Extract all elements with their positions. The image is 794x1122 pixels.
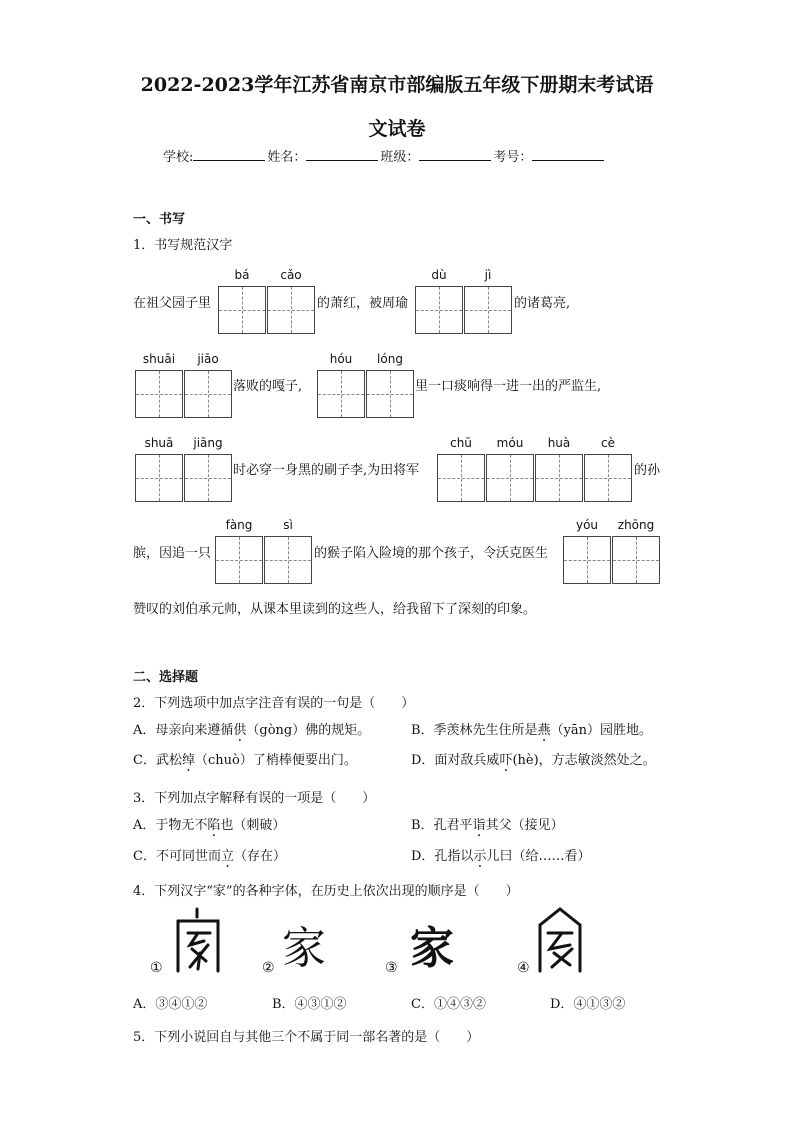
pinyin-jiang: jiāng — [193, 436, 223, 450]
section1-heading: 一、书写 — [133, 212, 186, 227]
write-box-shua[interactable] — [135, 454, 183, 502]
pinyin-cao: cǎo — [280, 268, 302, 282]
q3-option-d[interactable] — [411, 845, 590, 864]
pinyin-ji: jì — [484, 268, 492, 282]
write-box-hou[interactable] — [317, 370, 365, 418]
q4-num-3: ③ — [385, 960, 398, 976]
q3-b-pre: B．孔君平 — [411, 818, 473, 833]
q4-num-2: ② — [262, 960, 275, 976]
pinyin-du: dù — [431, 268, 447, 282]
pinyin-hou: hóu — [329, 352, 353, 366]
q3-option-a[interactable] — [133, 814, 285, 833]
q3-c-dotted: 立 — [220, 849, 234, 864]
pinyin-chu: chū — [450, 436, 472, 450]
q4-glyph-2: 家 — [282, 923, 326, 974]
q2-a-post: （gòng）佛的规矩。 — [246, 723, 371, 738]
write-box-jiang[interactable] — [184, 454, 232, 502]
line4-text-a: 膑，因追一只 — [133, 546, 212, 561]
pinyin-you: yóu — [575, 518, 599, 532]
class-field[interactable] — [419, 148, 491, 161]
q3-a-post: 也（刺破） — [220, 818, 286, 833]
q2-stem: 2．下列选项中加点字注音有误的一句是（ ） — [133, 696, 415, 711]
write-box-shuai[interactable] — [135, 370, 183, 418]
line1-text-c: 的诸葛亮, — [514, 296, 571, 311]
school-label: 学校: — [163, 150, 194, 165]
line2-text-a: 落败的嘎子, — [233, 379, 303, 394]
q2-option-a[interactable] — [133, 719, 370, 738]
q2-d-pre: D．面对敌兵威 — [411, 753, 500, 768]
q5-stem: 5．下列小说回自与其他三个不属于同一部名著的是（ ） — [133, 1030, 480, 1045]
write-box-si[interactable] — [264, 536, 312, 584]
q2-d-post: (hè)，方志敏淡然处之。 — [512, 753, 656, 768]
q4-option-b[interactable]: B．④③①② — [272, 997, 347, 1012]
q4-option-c[interactable]: C．①④③② — [411, 997, 486, 1012]
q2-d-dotted: 吓 — [499, 753, 513, 768]
line3-text-a: 时必穿一身黑的刷子李,为田将军 — [233, 463, 420, 478]
pinyin-hua: huà — [547, 436, 571, 450]
line4-text-b: 的猴子陷入险境的那个孩子，令沃克医生 — [314, 546, 549, 561]
q2-b-dotted: 燕 — [537, 723, 551, 738]
write-box-ba[interactable] — [218, 286, 266, 334]
write-box-du[interactable] — [415, 286, 463, 334]
write-box-long[interactable] — [366, 370, 414, 418]
pinyin-jiao: jiāo — [197, 352, 219, 366]
q1-stem: 1．书写规范汉字 — [133, 238, 233, 253]
q3-b-post: 其父（接见） — [485, 818, 564, 833]
id-field[interactable] — [532, 148, 604, 161]
page-title-line1: 2022-2023学年江苏省南京市部编版五年级下册期末考试语 — [140, 74, 654, 96]
q2-option-b[interactable] — [411, 719, 652, 738]
q3-option-b[interactable] — [411, 814, 564, 833]
pinyin-shuai: shuāi — [142, 352, 176, 366]
write-box-cao[interactable] — [267, 286, 315, 334]
q4-option-d[interactable]: D．④①③② — [550, 997, 626, 1012]
q2-option-d[interactable] — [411, 749, 656, 768]
write-box-mou[interactable] — [486, 454, 534, 502]
line2-text-b: 里一口痰响得一进一出的严监生, — [415, 379, 602, 394]
q4-glyph-3: 家 — [410, 923, 454, 974]
bronze-script-jia-icon — [532, 905, 588, 977]
pinyin-shua: shuā — [144, 436, 174, 450]
q3-c-pre: C．不可同世而 — [133, 849, 221, 864]
q3-c-post: （存在） — [233, 849, 286, 864]
q3-a-pre: A．于物无不 — [133, 818, 208, 833]
school-field[interactable] — [193, 148, 265, 161]
q3-option-c[interactable] — [133, 845, 286, 864]
q4-option-a[interactable]: A．③④①② — [133, 997, 208, 1012]
pinyin-ba: bá — [234, 268, 250, 282]
q3-d-pre: D．孔指以 — [411, 849, 474, 864]
q2-c-post: （chuò）了梢棒便要出门。 — [194, 753, 357, 768]
write-box-you[interactable] — [563, 536, 611, 584]
section2-heading: 二、选择题 — [133, 670, 199, 685]
pinyin-zhong: zhōng — [617, 518, 655, 532]
pinyin-mou: móu — [496, 436, 524, 450]
pinyin-ce: cè — [601, 436, 615, 450]
line1-text-a: 在祖父园子里 — [133, 296, 212, 311]
q3-d-post: 儿曰（给……看） — [486, 849, 591, 864]
line5-text: 赞叹的刘伯承元帅，从课本里读到的这些人，给我留下了深刻的印象。 — [133, 602, 537, 617]
q4-num-1: ① — [150, 960, 163, 976]
seal-script-jia-icon — [170, 905, 226, 977]
q4-stem: 4．下列汉字“家”的各种字体，在历史上依次出现的顺序是（ ） — [133, 884, 519, 899]
write-box-jiao[interactable] — [184, 370, 232, 418]
write-box-ji[interactable] — [464, 286, 512, 334]
name-field[interactable] — [306, 148, 378, 161]
q3-a-dotted: 陷 — [207, 818, 221, 833]
q2-a-pre: A．母亲向来遵循 — [133, 723, 234, 738]
page-title-line2: 文试卷 — [368, 118, 426, 140]
q2-a-dotted: 供 — [233, 723, 247, 738]
write-box-zhong[interactable] — [612, 536, 660, 584]
pinyin-long: lóng — [377, 352, 403, 366]
write-box-ce[interactable] — [584, 454, 632, 502]
line1-text-b: 的萧红，被周瑜 — [317, 296, 409, 311]
q2-option-c[interactable] — [133, 749, 357, 768]
pinyin-si: sì — [283, 518, 293, 532]
q2-b-post: （yān）园胜地。 — [550, 723, 653, 738]
q2-c-dotted: 绰 — [181, 753, 195, 768]
q2-c-pre: C．武松 — [133, 753, 182, 768]
line3-text-b: 的孙 — [634, 463, 661, 478]
q3-b-dotted: 诣 — [472, 818, 486, 833]
write-box-hua[interactable] — [535, 454, 583, 502]
name-label: 姓名： — [267, 150, 307, 165]
write-box-chu[interactable] — [437, 454, 485, 502]
q2-b-pre: B．季羡林先生住所是 — [411, 723, 538, 738]
q4-num-4: ④ — [517, 960, 530, 976]
student-info-row — [163, 146, 606, 165]
q3-stem: 3．下列加点字解释有误的一项是（ ） — [133, 791, 376, 806]
q3-d-dotted: 示 — [473, 849, 487, 864]
pinyin-fang: fàng — [225, 518, 253, 532]
write-box-fang[interactable] — [215, 536, 263, 584]
class-label: 班级： — [380, 150, 420, 165]
id-label: 考号： — [493, 150, 533, 165]
